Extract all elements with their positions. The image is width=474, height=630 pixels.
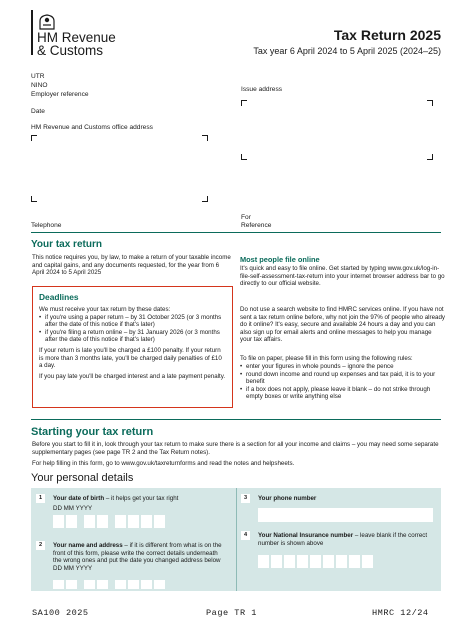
nino-label: NINO bbox=[31, 82, 48, 89]
address-date-digit-box[interactable] bbox=[97, 580, 108, 589]
employer-reference-label: Employer reference bbox=[31, 91, 89, 98]
question-number: 3 bbox=[241, 494, 250, 503]
file-online-text: It's quick and easy to file online. Get started by typing www.gov.uk/log-in-file-self-assessment-tax-return into your internet browser address bar to go directly to our official website. bbox=[240, 265, 445, 288]
paper-rule-item: • round down income and round up expenses and tax paid, it is to your benefit bbox=[240, 371, 445, 386]
issue-address-corner bbox=[241, 100, 247, 106]
deadlines-box bbox=[32, 286, 233, 408]
paper-rules-intro: To file on paper, please fill in this form using the following rules: bbox=[240, 355, 413, 362]
ni-digit-box[interactable] bbox=[349, 555, 360, 568]
address-corner bbox=[202, 196, 208, 202]
issue-address-label: Issue address bbox=[241, 86, 283, 93]
question-number: 1 bbox=[36, 494, 45, 503]
section-divider bbox=[31, 232, 441, 233]
logo-bar bbox=[31, 10, 33, 55]
address-date-digit-box[interactable] bbox=[128, 580, 139, 589]
paper-rule-item: • if a box does not apply, please leave it blank – do not strike through empty boxes or write anything else bbox=[240, 386, 445, 401]
deadlines-list bbox=[39, 314, 226, 344]
q1-format: DD MM YYYY bbox=[53, 505, 93, 512]
deadline-item: • if you're filing a return online – by 31 January 2026 (or 3 months after the date of this notice if that's later) bbox=[39, 329, 226, 344]
address-date-digit-box[interactable] bbox=[154, 580, 165, 589]
tax-return-intro: This notice requires you, by law, to make a return of your taxable income and capital gains, and any documents requested, for the year from 6 April 2024 to 5 April 2025 bbox=[32, 254, 231, 277]
ni-number-boxes bbox=[258, 555, 373, 568]
dob-digit-box[interactable] bbox=[141, 515, 152, 528]
page-number: Page TR 1 bbox=[206, 608, 257, 618]
ni-digit-box[interactable] bbox=[258, 555, 269, 568]
q4-label-rest: – leave blank if the correct number is shown above bbox=[258, 532, 428, 547]
date-label: Date bbox=[31, 108, 45, 115]
address-date-digit-box[interactable] bbox=[115, 580, 126, 589]
utr-label: UTR bbox=[31, 73, 45, 80]
issue-address-corner bbox=[427, 100, 433, 106]
q2-label-rest: – if it is different from what is on the front of this form, please write the correct details underneath the wrong ones and put the date you changed address below DD MM YYYY bbox=[53, 542, 222, 572]
your-tax-return-heading: Your tax return bbox=[31, 239, 102, 250]
ni-digit-box[interactable] bbox=[323, 555, 334, 568]
dob-digit-box[interactable] bbox=[97, 515, 108, 528]
ni-digit-box[interactable] bbox=[362, 555, 373, 568]
help-text: For help filling in this form, go to www.gov.uk/taxreturnforms and read the notes and helpsheets. bbox=[32, 460, 295, 467]
ni-digit-box[interactable] bbox=[336, 555, 347, 568]
deadline-item: • if you're using a paper return – by 31 October 2025 (or 3 months after the date of this notice if that's later) bbox=[39, 314, 226, 329]
issue-address-corner bbox=[241, 154, 247, 160]
page-subtitle: Tax year 6 April 2024 to 5 April 2025 (2024–25) bbox=[253, 46, 441, 56]
paper-rule-item: • enter your figures in whole pounds – ignore the pence bbox=[240, 363, 445, 371]
address-date-digit-box[interactable] bbox=[66, 580, 77, 589]
ni-digit-box[interactable] bbox=[284, 555, 295, 568]
ni-digit-box[interactable] bbox=[297, 555, 308, 568]
q1-label-bold: Your date of birth bbox=[53, 495, 105, 502]
address-date-digit-box[interactable] bbox=[141, 580, 152, 589]
file-online-heading: Most people file online bbox=[240, 255, 320, 264]
paper-rules-list bbox=[240, 363, 445, 401]
starting-heading: Starting your tax return bbox=[31, 426, 154, 438]
starting-text: Before you start to fill it in, look through your tax return to make sure there is a section for all your income and claims – you may need some separate supplementary pages (see page TR 2 and the Tax Return notes). bbox=[32, 441, 439, 456]
phone-number-field[interactable] bbox=[258, 508, 433, 522]
section-divider bbox=[31, 419, 441, 420]
personal-details-heading: Your personal details bbox=[31, 472, 134, 484]
address-corner bbox=[31, 196, 37, 202]
dob-digit-box[interactable] bbox=[84, 515, 95, 528]
logo-line-1: HM Revenue bbox=[37, 30, 116, 45]
dob-digit-box[interactable] bbox=[154, 515, 165, 528]
q2-label bbox=[53, 542, 228, 572]
dob-digit-box[interactable] bbox=[53, 515, 64, 528]
address-date-boxes bbox=[53, 580, 165, 589]
dob-digit-box[interactable] bbox=[128, 515, 139, 528]
deadlines-heading: Deadlines bbox=[39, 292, 79, 302]
q2-label-bold: Your name and address bbox=[53, 542, 123, 549]
logo-line-2: & Customs bbox=[37, 43, 104, 58]
q1-label bbox=[53, 495, 228, 503]
q3-label: Your phone number bbox=[258, 495, 317, 502]
q4-label bbox=[258, 532, 438, 547]
late-penalty-text: If your return is late you'll be charged a £100 penalty. If your return is more than 3 months late, you'll be charged daily penalties of £10 a day. bbox=[39, 346, 222, 370]
question-number: 4 bbox=[241, 531, 250, 540]
address-corner bbox=[202, 135, 208, 141]
issue-address-corner bbox=[427, 154, 433, 160]
form-version: HMRC 12/24 bbox=[372, 608, 429, 618]
ni-digit-box[interactable] bbox=[310, 555, 321, 568]
panel-divider bbox=[236, 488, 237, 591]
late-payment-text: If you pay late you'll be charged interest and a late payment penalty. bbox=[39, 372, 226, 380]
form-code: SA100 2025 bbox=[32, 608, 89, 618]
telephone-label: Telephone bbox=[31, 222, 62, 229]
dob-digit-box[interactable] bbox=[115, 515, 126, 528]
question-number: 2 bbox=[36, 541, 45, 550]
dob-digit-box[interactable] bbox=[66, 515, 77, 528]
crest-icon bbox=[37, 12, 57, 30]
address-date-digit-box[interactable] bbox=[53, 580, 64, 589]
q1-label-rest: – it helps get your tax right bbox=[104, 495, 179, 502]
ni-digit-box[interactable] bbox=[271, 555, 282, 568]
for-reference-label: For Reference bbox=[241, 214, 272, 229]
search-warning-text: Do not use a search website to find HMRC services online. If you have not sent a tax return online before, why not join the 97% of people who already do it online? It's easy, secure and available 24 hours a day and you can also sign up for email alerts and online messages to help you manage your tax affairs. bbox=[240, 306, 446, 344]
date-of-birth-boxes bbox=[53, 515, 165, 528]
address-date-digit-box[interactable] bbox=[84, 580, 95, 589]
deadlines-lead: We must receive your tax return by these dates: bbox=[39, 306, 171, 313]
q4-label-bold: Your National Insurance number bbox=[258, 532, 354, 539]
office-address-label: HM Revenue and Customs office address bbox=[31, 124, 153, 131]
address-corner bbox=[31, 135, 37, 141]
page-title: Tax Return 2025 bbox=[333, 27, 441, 43]
